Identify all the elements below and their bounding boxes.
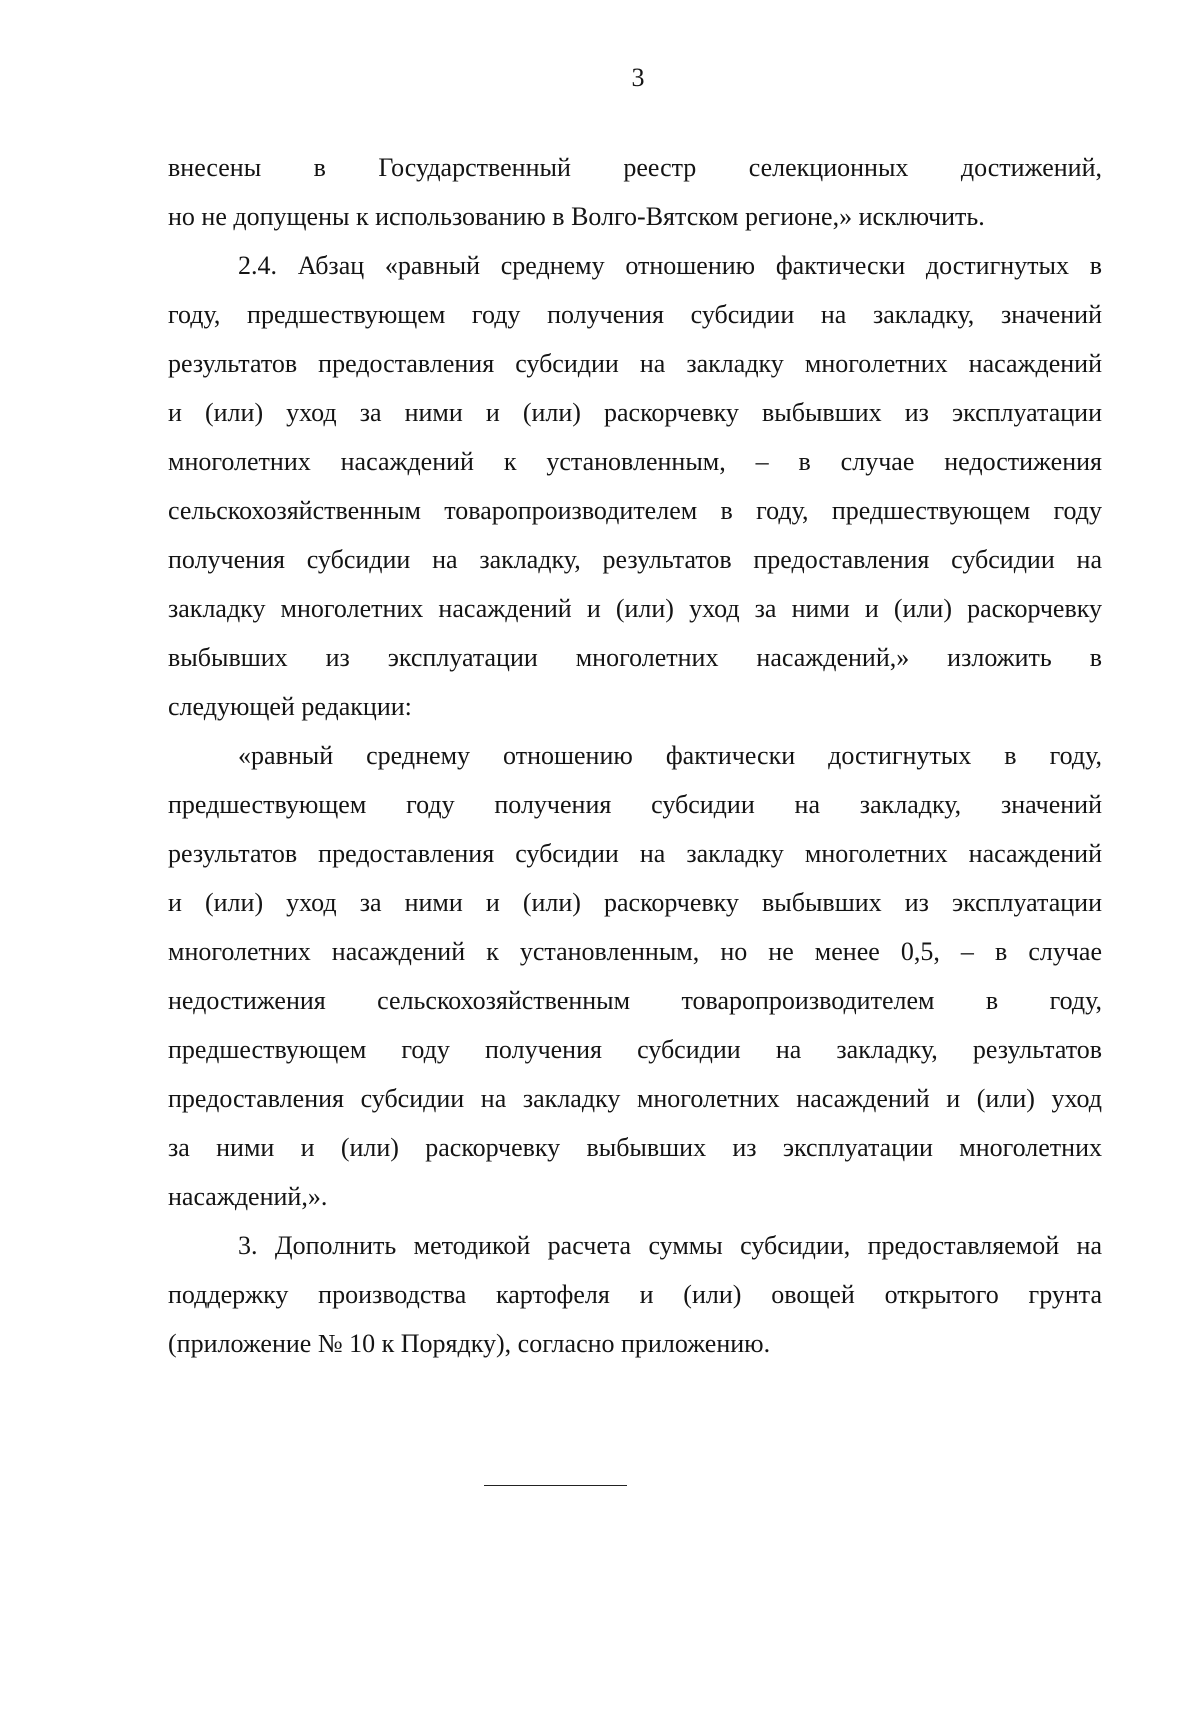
text-line: (приложение № 10 к Порядку), согласно приложению. <box>168 1329 771 1358</box>
paragraph-2-4 <box>168 241 1102 731</box>
text-line: году, предшествующем году получения субсидии на закладку, значений <box>168 300 1102 329</box>
text-line: многолетних насаждений к установленным, – в случае недостижения <box>168 447 1102 476</box>
text-line: недостижения сельскохозяйственным товаропроизводителем в году, <box>168 986 1102 1015</box>
page-number: 3 <box>631 63 645 92</box>
text-line: 3. Дополнить методикой расчета суммы субсидии, предоставляемой на <box>238 1231 1102 1260</box>
text-line: и (или) уход за ними и (или) раскорчевку выбывших из эксплуатации <box>168 398 1102 427</box>
text-line: предоставления субсидии на закладку многолетних насаждений и (или) уход <box>168 1084 1102 1113</box>
text-line: насаждений,». <box>168 1182 328 1211</box>
text-line: закладку многолетних насаждений и (или) уход за ними и (или) раскорчевку <box>168 594 1102 623</box>
text-line: поддержку производства картофеля и (или) овощей открытого грунта <box>168 1280 1102 1309</box>
text-line: но не допущены к использованию в Волго-Вятском регионе,» исключить. <box>168 202 985 231</box>
text-line: за ними и (или) раскорчевку выбывших из эксплуатации многолетних <box>168 1133 1102 1162</box>
text-line: предшествующем году получения субсидии на закладку, значений <box>168 790 1102 819</box>
text-line: внесены в Государственный реестр селекционных достижений, <box>168 153 1102 182</box>
text-line: «равный среднему отношению фактически достигнутых в году, <box>238 741 1102 770</box>
text-line: предшествующем году получения субсидии на закладку, результатов <box>168 1035 1102 1064</box>
text-line: результатов предоставления субсидии на закладку многолетних насаждений <box>168 839 1102 868</box>
end-separator-line <box>484 1485 627 1486</box>
text-line: следующей редакции: <box>168 692 412 721</box>
paragraph-exclusion <box>168 143 1102 241</box>
text-line: сельскохозяйственным товаропроизводителем в году, предшествующем году <box>168 496 1102 525</box>
text-line: многолетних насаждений к установленным, но не менее 0,5, – в случае <box>168 937 1102 966</box>
text-line: выбывших из эксплуатации многолетних насаждений,» изложить в <box>168 643 1102 672</box>
text-line: результатов предоставления субсидии на закладку многолетних насаждений <box>168 349 1102 378</box>
text-line: 2.4. Абзац «равный среднему отношению фактически достигнутых в <box>238 251 1102 280</box>
text-line: и (или) уход за ними и (или) раскорчевку выбывших из эксплуатации <box>168 888 1102 917</box>
paragraph-3 <box>168 1221 1102 1368</box>
document-body <box>168 143 1102 1368</box>
text-line: получения субсидии на закладку, результатов предоставления субсидии на <box>168 545 1102 574</box>
paragraph-new-wording <box>168 731 1102 1221</box>
